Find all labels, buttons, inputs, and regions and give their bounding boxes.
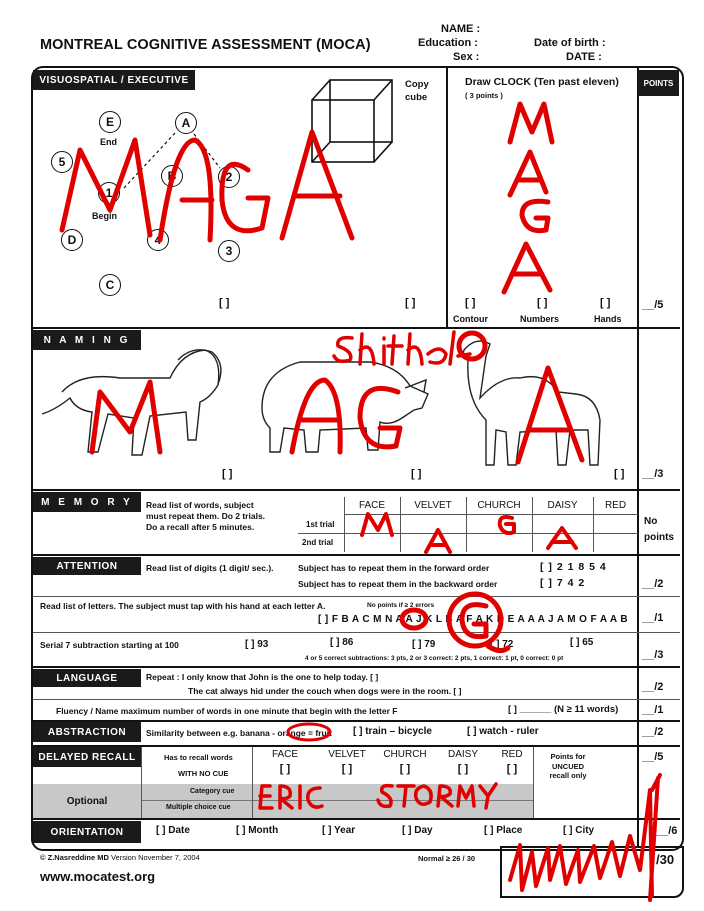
- trail-node-3: 3: [218, 240, 240, 262]
- trail-node-2: 2: [218, 166, 240, 188]
- memory-word-velvet: VELVET: [414, 500, 452, 511]
- backward-label: Subject has to repeat them in the backward order: [298, 579, 498, 589]
- recall-box-church[interactable]: [ ]: [399, 763, 411, 775]
- naming-score[interactable]: __/3: [642, 468, 664, 480]
- memory-table: [298, 497, 638, 552]
- divider: [33, 554, 680, 556]
- trail-node-e: E: [99, 111, 121, 133]
- rhino-box[interactable]: [ ]: [411, 468, 422, 480]
- optional-label: Optional: [33, 784, 141, 818]
- hands-box[interactable]: [ ]: [600, 297, 611, 309]
- website-link[interactable]: www.mocatest.org: [40, 869, 156, 884]
- abstraction-example: Similarity between e.g. banana - orange = fruit: [146, 728, 332, 738]
- name-label: NAME :: [441, 23, 481, 35]
- serial7-score[interactable]: __/3: [642, 649, 664, 661]
- numbers-label: Numbers: [520, 314, 560, 324]
- trail-node-d: D: [61, 229, 83, 251]
- fluency-label: Fluency / Name maximum number of words in one minute that begin with the letter F: [56, 706, 398, 716]
- copy-cube-label: Copy cube: [405, 79, 429, 103]
- clock-divider: [446, 68, 448, 328]
- form-title: MONTREAL COGNITIVE ASSESSMENT (MOCA): [40, 37, 371, 53]
- divider: [252, 747, 253, 818]
- train-bicycle-item[interactable]: [ ] train – bicycle: [353, 726, 432, 737]
- divider: [33, 818, 680, 820]
- letters-label: Read list of letters. The subject must tap with his hand at each letter A.: [40, 601, 326, 611]
- repeat-score[interactable]: __/2: [642, 681, 664, 693]
- orientation-day[interactable]: [ ] Day: [402, 825, 433, 836]
- trail-node-1: 1: [98, 182, 120, 204]
- category-cue-label: Category cue: [190, 788, 235, 795]
- copyright: © Z.Nasreddine MD Version November 7, 2004: [40, 853, 200, 862]
- memory-section: M E M O R Y: [33, 492, 141, 512]
- letters-sequence[interactable]: [ ] F B A C M N A A J K L B A F A K D E A A A J A M O F A A B: [318, 614, 628, 625]
- visuospatial-section: VISUOSPATIAL / EXECUTIVE: [33, 70, 195, 90]
- divider: [141, 747, 142, 818]
- serial7-note: 4 or 5 correct subtractions: 3 pts, 2 or 3 correct: 2 pts, 1 correct: 1 pt, 0 correct: 0 pt: [305, 655, 564, 662]
- trial1-label: 1st trial: [306, 520, 335, 529]
- orientation-year[interactable]: [ ] Year: [322, 825, 356, 836]
- cube-box[interactable]: [ ]: [405, 297, 416, 309]
- recall-box-red[interactable]: [ ]: [506, 763, 518, 775]
- naming-section: N A M I N G: [33, 330, 141, 350]
- divider: [141, 800, 533, 801]
- recall-box-daisy[interactable]: [ ]: [457, 763, 469, 775]
- begin-label: Begin: [92, 211, 118, 221]
- orientation-date[interactable]: [ ] Date: [156, 825, 190, 836]
- no-points-label: No points: [644, 516, 674, 543]
- recall-word-church: CHURCH: [383, 749, 427, 760]
- serial7-item-4[interactable]: [ ] 72: [490, 639, 514, 650]
- normal-threshold: Normal ≥ 26 / 30: [418, 854, 476, 863]
- forward-digits[interactable]: [ ] 2 1 8 5 4: [540, 561, 607, 573]
- date-label: DATE :: [566, 51, 602, 63]
- recall-word-red: RED: [501, 749, 523, 760]
- backward-digits[interactable]: [ ] 7 4 2: [540, 577, 586, 589]
- memory-instructions: Read list of words, subject must repeat them. Do 2 trials. Do a recall after 5 minutes.: [146, 500, 266, 532]
- trial2-label: 2nd trial: [302, 538, 334, 547]
- attention-section: ATTENTION: [33, 557, 141, 575]
- forward-label: Subject has to repeat them in the forward order: [298, 563, 490, 573]
- camel-box[interactable]: [ ]: [614, 468, 625, 480]
- recall-box-face[interactable]: [ ]: [279, 763, 291, 775]
- digits-label: Read list of digits (1 digit/ sec.).: [146, 563, 274, 573]
- points-header: POINTS: [638, 70, 679, 96]
- divider: [33, 489, 680, 491]
- divider: [33, 327, 680, 329]
- recall-word-velvet: VELVET: [328, 749, 366, 760]
- serial7-item-3[interactable]: [ ] 79: [412, 639, 436, 650]
- abstraction-section: ABSTRACTION: [33, 722, 141, 742]
- divider: [33, 596, 680, 597]
- serial7-label: Serial 7 subtraction starting at 100: [40, 640, 179, 650]
- trail-node-a: A: [175, 112, 197, 134]
- clock-title: Draw CLOCK (Ten past eleven): [465, 76, 619, 88]
- divider: [33, 632, 680, 633]
- recall-box-velvet[interactable]: [ ]: [341, 763, 353, 775]
- divider: [33, 699, 680, 700]
- sex-label: Sex :: [453, 51, 480, 63]
- numbers-box[interactable]: [ ]: [537, 297, 548, 309]
- memory-word-red: RED: [604, 500, 627, 511]
- end-label: End: [100, 137, 117, 147]
- trail-node-5: 5: [51, 151, 73, 173]
- orientation-score[interactable]: __/6: [656, 825, 678, 837]
- hands-label: Hands: [594, 314, 622, 324]
- recall-word-face: FACE: [271, 749, 299, 760]
- memory-word-daisy: DAISY: [547, 500, 578, 511]
- divider: [33, 666, 680, 668]
- trail-box[interactable]: [ ]: [219, 297, 230, 309]
- contour-label: Contour: [453, 314, 488, 324]
- letters-note: No points if ≥ 2 errors: [367, 602, 435, 609]
- trail-node-4: 4: [147, 229, 169, 251]
- divider: [533, 747, 534, 818]
- dob-label: Date of birth :: [534, 37, 606, 49]
- recall-word-daisy: DAISY: [447, 749, 478, 760]
- lion-box[interactable]: [ ]: [222, 468, 233, 480]
- visuospatial-score[interactable]: __/5: [642, 299, 664, 311]
- abstraction-score[interactable]: __/2: [642, 726, 664, 738]
- recall-instruction: Has to recall words: [164, 753, 233, 762]
- memory-word-church: CHURCH: [477, 500, 521, 511]
- serial7-item-2[interactable]: [ ] 86: [330, 637, 354, 648]
- serial7-item-5[interactable]: [ ] 65: [570, 637, 594, 648]
- total-score[interactable]: /30: [656, 852, 675, 867]
- digits-score[interactable]: __/2: [642, 578, 664, 590]
- orientation-section: ORIENTATION: [33, 821, 141, 843]
- repeat-sentence-2[interactable]: The cat always hid under the couch when dogs were in the room. [ ]: [188, 686, 462, 696]
- fluency-box[interactable]: [ ] ______ (N ≥ 11 words): [508, 704, 619, 715]
- delayed-recall-score[interactable]: __/5: [642, 751, 664, 763]
- delayed-recall-section: DELAYED RECALL: [33, 747, 141, 767]
- orientation-city[interactable]: [ ] City: [563, 825, 595, 836]
- trail-node-b: B: [161, 165, 183, 187]
- contour-box[interactable]: [ ]: [465, 297, 476, 309]
- education-label: Education :: [418, 37, 478, 49]
- language-section: LANGUAGE: [33, 669, 141, 687]
- clock-points: ( 3 points ): [465, 91, 503, 100]
- orientation-place[interactable]: [ ] Place: [484, 825, 523, 836]
- memory-word-face: FACE: [358, 500, 386, 511]
- multiple-choice-label: Multiple choice cue: [166, 804, 231, 811]
- no-cue-label: WITH NO CUE: [178, 769, 229, 778]
- watch-ruler-item[interactable]: [ ] watch - ruler: [467, 726, 539, 737]
- uncued-note: Points for UNCUED recall only: [549, 752, 587, 780]
- repeat-sentence-1[interactable]: Repeat : I only know that John is the one to help today. [ ]: [146, 672, 379, 682]
- orientation-month[interactable]: [ ] Month: [236, 825, 279, 836]
- fluency-score[interactable]: __/1: [642, 704, 664, 716]
- points-column-divider: [637, 68, 639, 847]
- trail-node-c: C: [99, 274, 121, 296]
- letters-score[interactable]: __/1: [642, 612, 664, 624]
- serial7-item-1[interactable]: [ ] 93: [245, 639, 269, 650]
